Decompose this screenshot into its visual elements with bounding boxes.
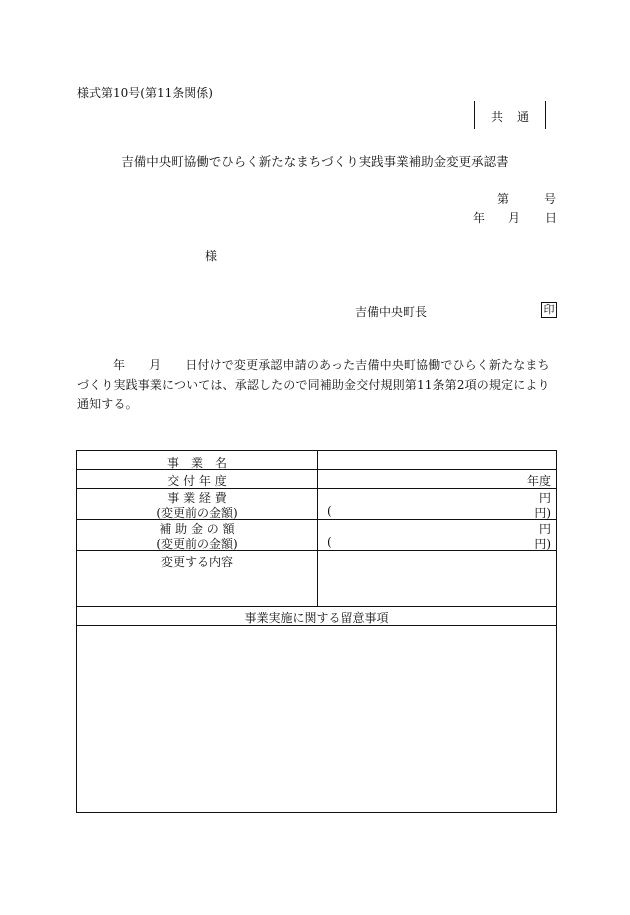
project-cost-open-paren: ( bbox=[327, 504, 332, 518]
body-year: 年 bbox=[113, 358, 126, 372]
grant-amount-before-label: (変更前の金額) bbox=[156, 537, 238, 551]
addressee-honorific: 様 bbox=[205, 249, 218, 263]
number-prefix: 第 bbox=[497, 192, 510, 206]
body-month: 月 bbox=[149, 358, 162, 372]
date-month-label: 月 bbox=[508, 211, 521, 225]
date-day-label: 日 bbox=[545, 211, 558, 225]
seal-mark: 印 bbox=[541, 302, 557, 318]
grant-year-label: 交 付 年 度 bbox=[167, 474, 227, 488]
grant-amount-label: 補 助 金 の 額 bbox=[159, 522, 235, 536]
notice-body bbox=[77, 356, 558, 415]
body-text: 日付けで変更承認申請のあった吉備中央町協働でひらく新たなまちづくり実践事業については、承認したので同補助金交付規則第11条第2項の規定により通知する。 bbox=[77, 358, 550, 411]
date-year-label: 年 bbox=[473, 211, 486, 225]
form-number: 様式第10号(第11条関係) bbox=[77, 86, 213, 100]
category-label: 共通 bbox=[490, 110, 543, 124]
notes-header: 事業実施に関する留意事項 bbox=[244, 611, 389, 625]
grant-year-unit: 年度 bbox=[526, 474, 551, 488]
document-title: 吉備中央町協働でひらく新たなまちづくり実践事業補助金変更承認書 bbox=[121, 154, 509, 169]
change-content-label: 変更する内容 bbox=[160, 555, 233, 569]
number-suffix: 号 bbox=[544, 192, 557, 206]
project-cost-yen: 円 bbox=[538, 491, 551, 505]
grant-amount-before-yen: 円) bbox=[534, 537, 551, 551]
grant-amount-open-paren: ( bbox=[327, 535, 332, 549]
project-cost-before-label: (変更前の金額) bbox=[156, 506, 238, 520]
project-cost-label: 事 業 経 費 bbox=[167, 491, 227, 505]
grant-amount-yen: 円 bbox=[538, 522, 551, 536]
category-box bbox=[474, 101, 546, 129]
issuer-name: 吉備中央町長 bbox=[355, 305, 428, 319]
project-cost-before-yen: 円) bbox=[534, 506, 551, 520]
project-name-label: 事 業 名 bbox=[166, 456, 227, 470]
project-table bbox=[76, 450, 557, 813]
